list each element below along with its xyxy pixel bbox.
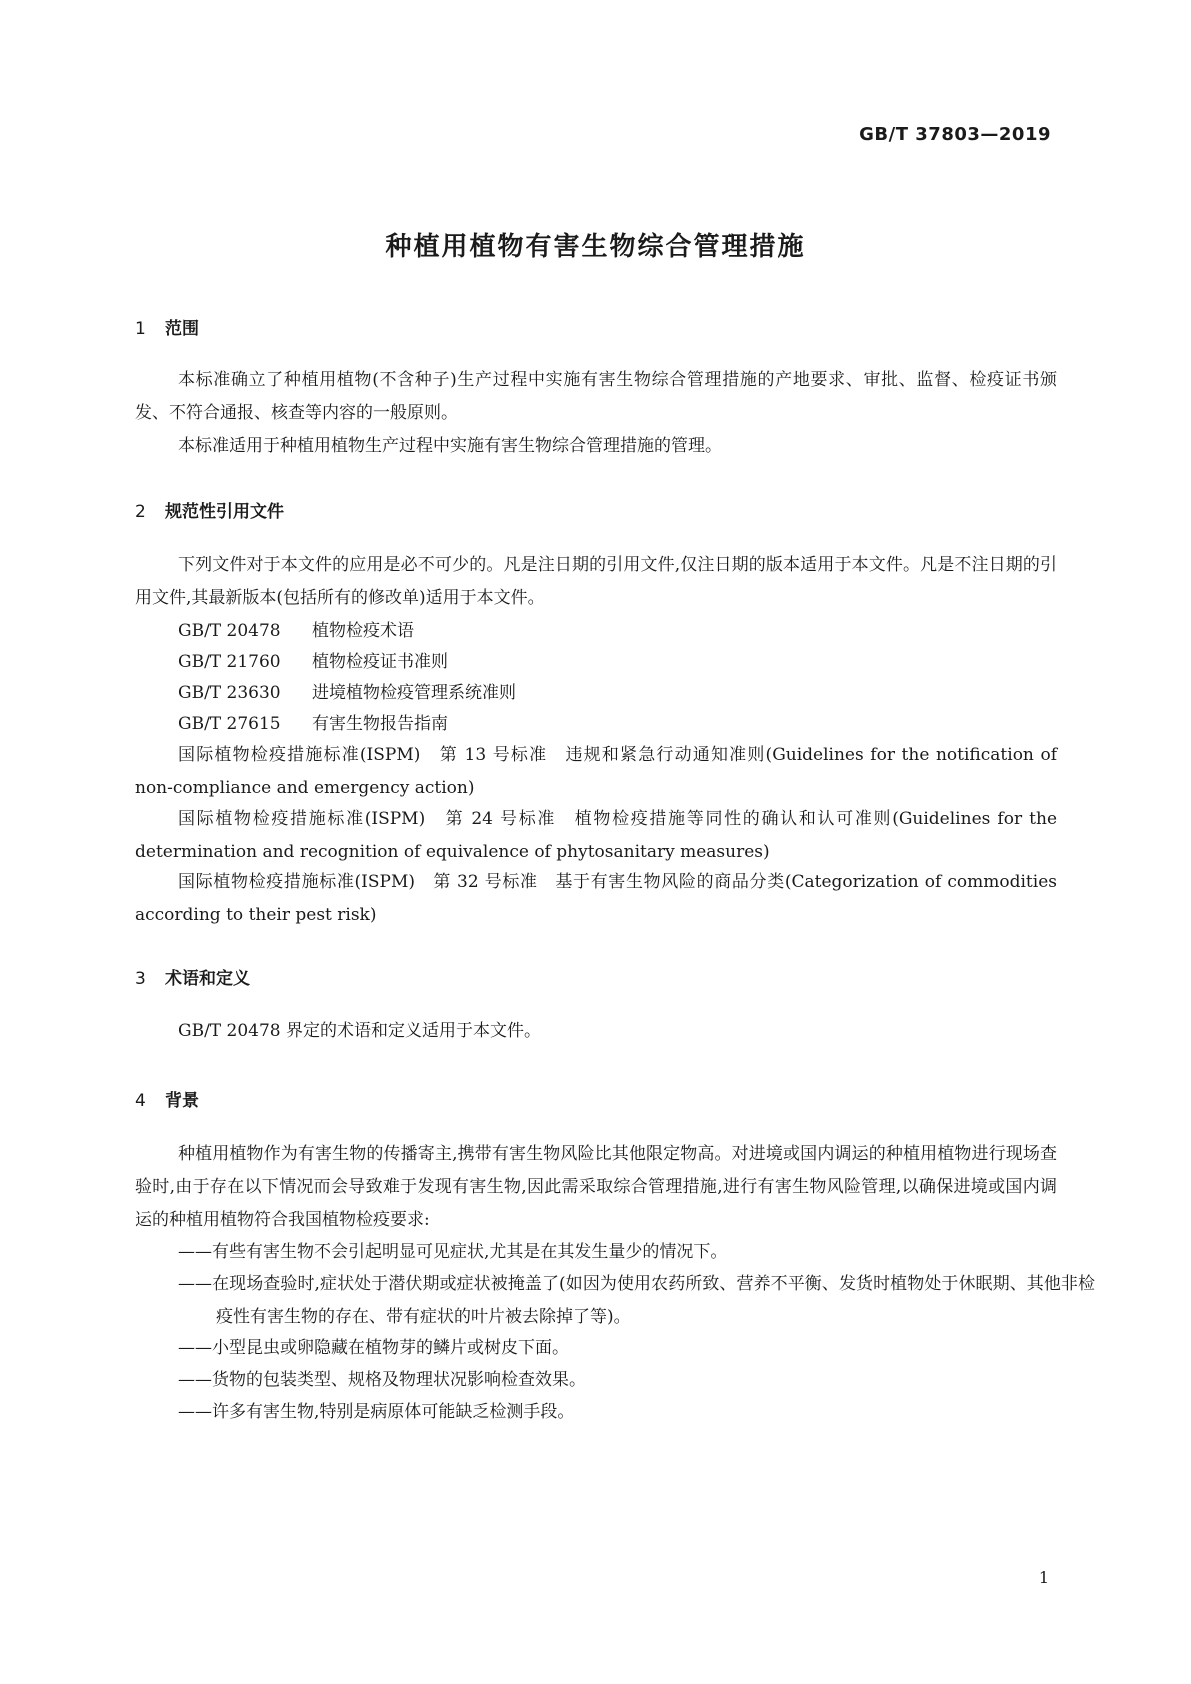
ispm-reference: 国际植物检疫措施标准(ISPM) 第 24 号标准 植物检疫措施等同性的确认和认可准则(Guidelines for the determination and recognition of equivalence of phytosanitary measures) xyxy=(135,809,1057,862)
paragraph: 下列文件对于本文件的应用是必不可少的。凡是注日期的引用文件,仅注日期的版本适用于本文件。凡是不注日期的引用文件,其最新版本(包括所有的修改单)适用于本文件。 xyxy=(135,555,1057,608)
paragraph: 本标准适用于种植用植物生产过程中实施有害生物综合管理措施的管理。 xyxy=(178,436,722,456)
page-number: 1 xyxy=(1038,1568,1049,1587)
reference-code: GB/T 20478 xyxy=(178,621,281,641)
section-2-heading xyxy=(135,497,284,522)
section-4-heading xyxy=(135,1086,199,1111)
document-title: 种植用植物有害生物综合管理措施 xyxy=(385,232,806,262)
reference-title: 植物检疫证书准则 xyxy=(312,652,448,672)
paragraph: 本标准确立了种植用植物(不含种子)生产过程中实施有害生物综合管理措施的产地要求、审批、监督、检疫证书颁发、不符合通报、核查等内容的一般原则。 xyxy=(135,370,1057,423)
section-1-heading xyxy=(135,314,199,339)
paragraph: 种植用植物作为有害生物的传播寄主,携带有害生物风险比其他限定物高。对进境或国内调运的种植用植物进行现场查验时,由于存在以下情况而会导致难于发现有害生物,因此需采取综合管理措施,进行有害生物风险管理,以确保进境或国内调运的种植用植物符合我国植物检疫要求: xyxy=(135,1144,1057,1230)
section-number: 4 xyxy=(135,1091,146,1111)
ispm-reference: 国际植物检疫措施标准(ISPM) 第 13 号标准 违规和紧急行动通知准则(Guidelines for the notification of non-compliance and emergency action) xyxy=(135,745,1057,798)
section-number: 3 xyxy=(135,969,146,989)
section-3-heading xyxy=(135,964,250,989)
reference-title: 植物检疫术语 xyxy=(312,621,414,641)
reference-code: GB/T 23630 xyxy=(178,683,281,703)
section-title: 规范性引用文件 xyxy=(165,502,284,522)
reference-title: 有害生物报告指南 xyxy=(312,714,448,734)
paragraph: GB/T 20478 界定的术语和定义适用于本文件。 xyxy=(178,1021,542,1041)
dash-list-item: ——有些有害生物不会引起明显可见症状,尤其是在其发生量少的情况下。 xyxy=(178,1242,728,1262)
reference-item xyxy=(178,646,448,679)
standard-number: GB/T 37803—2019 xyxy=(859,124,1051,145)
reference-title: 进境植物检疫管理系统准则 xyxy=(312,683,516,703)
reference-item xyxy=(178,615,414,648)
reference-code: GB/T 21760 xyxy=(178,652,281,672)
section-title: 范围 xyxy=(165,319,199,339)
reference-item xyxy=(178,708,448,741)
section-title: 背景 xyxy=(165,1091,199,1111)
dash-list-item: ——货物的包装类型、规格及物理状况影响检查效果。 xyxy=(178,1370,586,1390)
reference-code: GB/T 27615 xyxy=(178,714,281,734)
dash-list-item: ——许多有害生物,特别是病原体可能缺乏检测手段。 xyxy=(178,1402,575,1422)
section-number: 1 xyxy=(135,319,146,339)
dash-list-item: ——在现场查验时,症状处于潜伏期或症状被掩盖了(如因为使用农药所致、营养不平衡、发货时植物处于休眠期、其他非检疫性有害生物的存在、带有症状的叶片被去除掉了等)。 xyxy=(178,1274,1095,1327)
section-title: 术语和定义 xyxy=(165,969,250,989)
ispm-reference: 国际植物检疫措施标准(ISPM) 第 32 号标准 基于有害生物风险的商品分类(Categorization of commodities according to their pest risk) xyxy=(135,872,1057,925)
reference-item xyxy=(178,677,516,710)
dash-list-item: ——小型昆虫或卵隐藏在植物芽的鳞片或树皮下面。 xyxy=(178,1338,569,1358)
section-number: 2 xyxy=(135,502,146,522)
